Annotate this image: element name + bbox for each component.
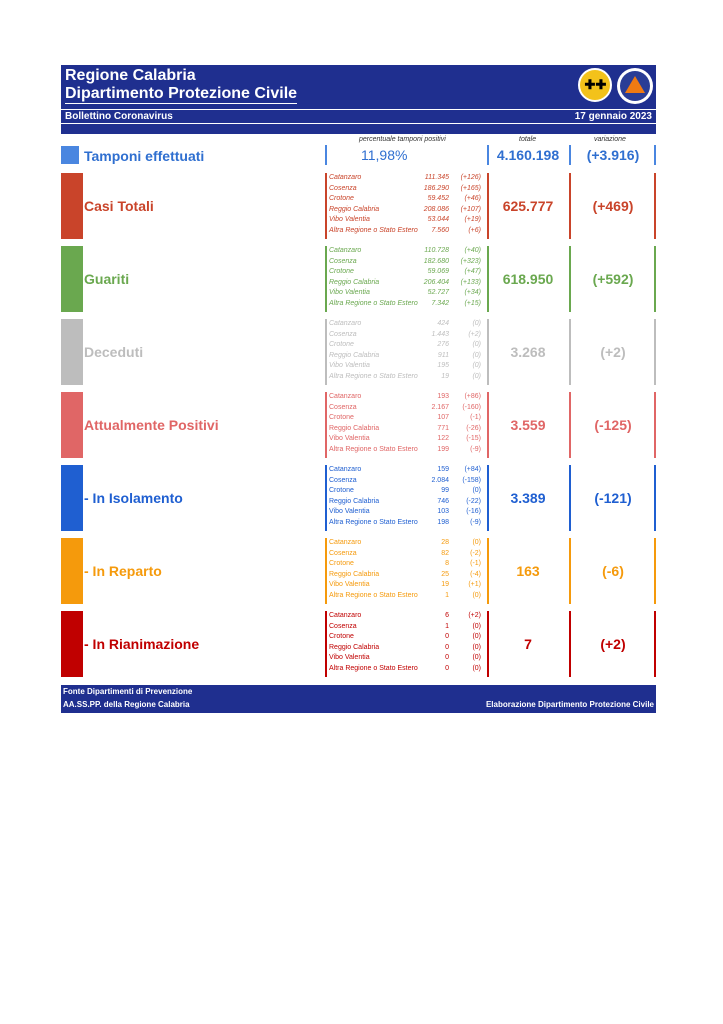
province-name: Crotone [329, 487, 354, 495]
header [61, 65, 656, 134]
province-delta: (+323) [460, 257, 481, 265]
province-name: Vibo Valentia [329, 654, 370, 662]
province-delta: (-4) [470, 570, 481, 578]
bulletin-date: 17 gennaio 2023 [574, 111, 652, 122]
province-name: Catanzaro [329, 174, 362, 181]
province-delta: (0) [472, 341, 481, 349]
province-name: Catanzaro [329, 539, 362, 546]
province-row [329, 611, 487, 622]
section-change: (-6) [602, 563, 624, 579]
footer [61, 685, 656, 713]
province-delta: (+107) [460, 205, 481, 213]
province-name: Reggio Calabria [329, 643, 380, 651]
section-row [61, 246, 656, 312]
column-headers [61, 134, 656, 144]
province-value: 111.345 [424, 174, 449, 181]
section-color-bar [61, 392, 83, 458]
province-value: 1 [445, 591, 449, 599]
province-name: Catanzaro [329, 393, 362, 400]
province-value: 53.044 [427, 216, 449, 224]
province-value: 103 [437, 508, 449, 516]
province-value: 0 [445, 664, 449, 672]
province-name: Cosenza [329, 184, 357, 192]
province-value: 52.727 [427, 289, 449, 297]
province-delta: (-2) [470, 549, 481, 557]
province-row [329, 319, 487, 330]
province-list [329, 465, 487, 529]
tests-total: 4.160.198 [496, 147, 560, 163]
province-delta: (-15) [466, 435, 481, 443]
province-name: Cosenza [329, 476, 357, 484]
province-delta: (+126) [460, 174, 481, 181]
province-value: 911 [437, 351, 449, 359]
section-row [61, 392, 656, 458]
province-name: Vibo Valentia [329, 289, 370, 297]
province-delta: (0) [472, 622, 481, 630]
province-row [329, 257, 487, 268]
province-delta: (+86) [464, 393, 481, 400]
province-name: Reggio Calabria [329, 570, 380, 578]
province-name: Cosenza [329, 622, 357, 630]
section-total: 618.950 [502, 271, 554, 287]
province-list [329, 319, 487, 383]
province-delta: (0) [472, 320, 481, 327]
province-list [329, 538, 487, 602]
footer-source-line2: AA.SS.PP. della Regione Calabria [63, 700, 190, 709]
region-title: Regione Calabria [65, 67, 196, 84]
section-total: 3.389 [510, 490, 546, 506]
province-delta: (0) [472, 591, 481, 599]
section-label: - In Isolamento [84, 490, 183, 506]
province-delta: (0) [472, 654, 481, 662]
province-row [329, 549, 487, 560]
province-row [329, 372, 487, 383]
province-delta: (+84) [464, 466, 481, 473]
province-delta: (-158) [462, 476, 481, 484]
province-name: Catanzaro [329, 612, 362, 619]
province-row [329, 267, 487, 278]
calabria-region-logo-icon: ✚ ✚ [578, 68, 612, 102]
section-total: 3.559 [510, 417, 546, 433]
section-row [61, 611, 656, 677]
section-color-bar [61, 538, 83, 604]
province-name: Vibo Valentia [329, 435, 370, 443]
province-delta: (0) [472, 664, 481, 672]
province-name: Altra Regione o Stato Estero [329, 518, 418, 526]
province-value: 6 [445, 612, 449, 619]
province-row [329, 361, 487, 372]
province-delta: (-22) [466, 497, 481, 505]
province-row [329, 205, 487, 216]
province-delta: (-1) [470, 414, 481, 422]
province-name: Altra Regione o Stato Estero [329, 591, 418, 599]
province-row [329, 288, 487, 299]
tests-change: (+3.916) [586, 147, 640, 163]
province-name: Altra Regione o Stato Estero [329, 664, 418, 672]
province-value: 206.404 [423, 278, 449, 286]
protezione-civile-logo-icon [617, 68, 653, 104]
section-change: (+2) [600, 344, 626, 360]
section-change: (+592) [592, 271, 634, 287]
province-row [329, 653, 487, 664]
section-row [61, 538, 656, 604]
province-value: 193 [437, 393, 449, 400]
province-row [329, 664, 487, 675]
province-value: 198 [437, 518, 449, 526]
province-delta: (-26) [466, 424, 481, 432]
province-delta: (0) [472, 487, 481, 495]
province-delta: (-160) [462, 403, 481, 411]
province-row [329, 434, 487, 445]
province-delta: (-16) [466, 508, 481, 516]
section-change: (+2) [600, 636, 626, 652]
province-delta: (+47) [464, 268, 481, 276]
province-value: 82 [441, 549, 449, 557]
province-value: 28 [441, 539, 449, 546]
province-row [329, 632, 487, 643]
province-name: Reggio Calabria [329, 497, 380, 505]
footer-source-line1: Fonte Dipartimenti di Prevenzione [63, 687, 193, 696]
province-list [329, 392, 487, 456]
province-row [329, 507, 487, 518]
province-value: 159 [437, 466, 449, 473]
province-delta: (-9) [470, 518, 481, 526]
province-row [329, 580, 487, 591]
section-change: (-125) [594, 417, 632, 433]
province-name: Crotone [329, 341, 354, 349]
section-change: (-121) [594, 490, 632, 506]
province-name: Vibo Valentia [329, 508, 370, 516]
province-value: 182.680 [423, 257, 449, 265]
province-value: 99 [441, 487, 449, 495]
province-row [329, 518, 487, 529]
province-value: 7.342 [431, 299, 449, 307]
province-name: Cosenza [329, 549, 357, 557]
province-row [329, 351, 487, 362]
bulletin-label: Bollettino Coronavirus [65, 111, 173, 122]
province-value: 2.167 [431, 403, 449, 411]
tests-row [61, 144, 656, 166]
province-value: 195 [437, 362, 449, 370]
province-value: 8 [445, 560, 449, 568]
section-color-bar [61, 611, 83, 677]
province-row [329, 246, 487, 257]
province-name: Reggio Calabria [329, 424, 380, 432]
province-value: 1 [445, 622, 449, 630]
province-row [329, 486, 487, 497]
department-title: Dipartimento Protezione Civile [65, 85, 298, 102]
province-name: Reggio Calabria [329, 278, 380, 286]
province-delta: (+46) [464, 195, 481, 203]
province-value: 7.560 [431, 226, 449, 234]
province-row [329, 570, 487, 581]
province-value: 19 [441, 372, 449, 380]
province-value: 208.086 [423, 205, 449, 213]
province-value: 107 [437, 414, 449, 422]
section-label: Attualmente Positivi [84, 417, 219, 433]
province-name: Crotone [329, 633, 354, 641]
province-delta: (0) [472, 351, 481, 359]
province-value: 186.290 [423, 184, 449, 192]
sections [61, 173, 656, 677]
section-total: 163 [516, 563, 540, 579]
province-name: Crotone [329, 195, 354, 203]
province-delta: (0) [472, 372, 481, 380]
province-delta: (0) [472, 643, 481, 651]
province-name: Cosenza [329, 403, 357, 411]
province-value: 122 [437, 435, 449, 443]
province-value: 19 [441, 581, 449, 589]
province-value: 59.069 [427, 268, 449, 276]
total-column-header: totale [519, 136, 537, 143]
province-delta: (0) [472, 539, 481, 546]
section-color-bar [61, 465, 83, 531]
change-column-header: variazione [594, 136, 626, 143]
province-name: Catanzaro [329, 247, 362, 254]
section-row [61, 173, 656, 239]
province-row [329, 591, 487, 602]
province-delta: (+34) [464, 289, 481, 297]
section-label: - In Reparto [84, 563, 162, 579]
section-color-bar [61, 319, 83, 385]
province-delta: (0) [472, 362, 481, 370]
section-row [61, 465, 656, 531]
province-name: Cosenza [329, 330, 357, 338]
bulletin-sheet [61, 65, 656, 713]
province-name: Catanzaro [329, 320, 362, 327]
section-label: - In Rianimazione [84, 636, 200, 652]
section-color-bar [61, 246, 83, 312]
province-delta: (0) [472, 633, 481, 641]
province-value: 771 [437, 424, 449, 432]
province-row [329, 173, 487, 184]
province-list [329, 173, 487, 237]
province-row [329, 392, 487, 403]
province-row [329, 278, 487, 289]
province-delta: (+165) [460, 184, 481, 192]
tests-color-square [61, 146, 79, 164]
province-delta: (+15) [464, 299, 481, 307]
province-row [329, 476, 487, 487]
province-row [329, 465, 487, 476]
province-row [329, 194, 487, 205]
province-row [329, 622, 487, 633]
section-change: (+469) [592, 198, 634, 214]
section-color-bar [61, 173, 83, 239]
section-total: 625.777 [502, 198, 554, 214]
province-row [329, 413, 487, 424]
province-name: Reggio Calabria [329, 205, 380, 213]
province-row [329, 538, 487, 549]
province-value: 746 [437, 497, 449, 505]
tests-positivity: 11,98% [361, 147, 408, 163]
province-list [329, 611, 487, 675]
province-value: 424 [437, 320, 449, 327]
province-row [329, 424, 487, 435]
province-value: 1.443 [431, 330, 449, 338]
province-name: Reggio Calabria [329, 351, 380, 359]
province-delta: (+2) [468, 330, 481, 338]
province-name: Cosenza [329, 257, 357, 265]
province-name: Vibo Valentia [329, 216, 370, 224]
province-name: Catanzaro [329, 466, 362, 473]
province-delta: (-9) [470, 445, 481, 453]
province-row [329, 226, 487, 237]
province-delta: (+1) [468, 581, 481, 589]
province-value: 0 [445, 633, 449, 641]
section-label: Guariti [84, 271, 130, 287]
province-row [329, 330, 487, 341]
province-name: Vibo Valentia [329, 581, 370, 589]
province-value: 0 [445, 654, 449, 662]
province-name: Altra Regione o Stato Estero [329, 226, 418, 234]
section-label: Casi Totali [84, 198, 154, 214]
province-row [329, 403, 487, 414]
province-value: 199 [437, 445, 449, 453]
province-name: Altra Regione o Stato Estero [329, 445, 418, 453]
province-value: 0 [445, 643, 449, 651]
section-label: Deceduti [84, 344, 144, 360]
province-value: 25 [441, 570, 449, 578]
section-row [61, 319, 656, 385]
province-value: 59.452 [427, 195, 449, 203]
section-total: 7 [524, 636, 532, 652]
section-total: 3.268 [510, 344, 546, 360]
province-name: Crotone [329, 560, 354, 568]
province-list [329, 246, 487, 310]
footer-credit: Elaborazione Dipartimento Protezione Civile [485, 700, 654, 709]
province-name: Vibo Valentia [329, 362, 370, 370]
tests-label: Tamponi effettuati [84, 148, 205, 164]
province-row [329, 299, 487, 310]
province-name: Altra Regione o Stato Estero [329, 299, 418, 307]
province-delta: (+2) [468, 612, 481, 619]
province-row [329, 184, 487, 195]
province-delta: (-1) [470, 560, 481, 568]
province-row [329, 445, 487, 456]
province-value: 276 [437, 341, 449, 349]
province-name: Altra Regione o Stato Estero [329, 372, 418, 380]
positivity-column-header: percentuale tamponi positivi [359, 136, 446, 143]
province-row [329, 559, 487, 570]
province-row [329, 340, 487, 351]
province-row [329, 497, 487, 508]
province-name: Crotone [329, 268, 354, 276]
province-delta: (+6) [468, 226, 481, 234]
province-row [329, 215, 487, 226]
province-value: 110.728 [424, 247, 449, 254]
province-row [329, 643, 487, 654]
province-delta: (+133) [460, 278, 481, 286]
province-value: 2.084 [431, 476, 449, 484]
province-name: Crotone [329, 414, 354, 422]
province-delta: (+19) [464, 216, 481, 224]
province-delta: (+40) [464, 247, 481, 254]
